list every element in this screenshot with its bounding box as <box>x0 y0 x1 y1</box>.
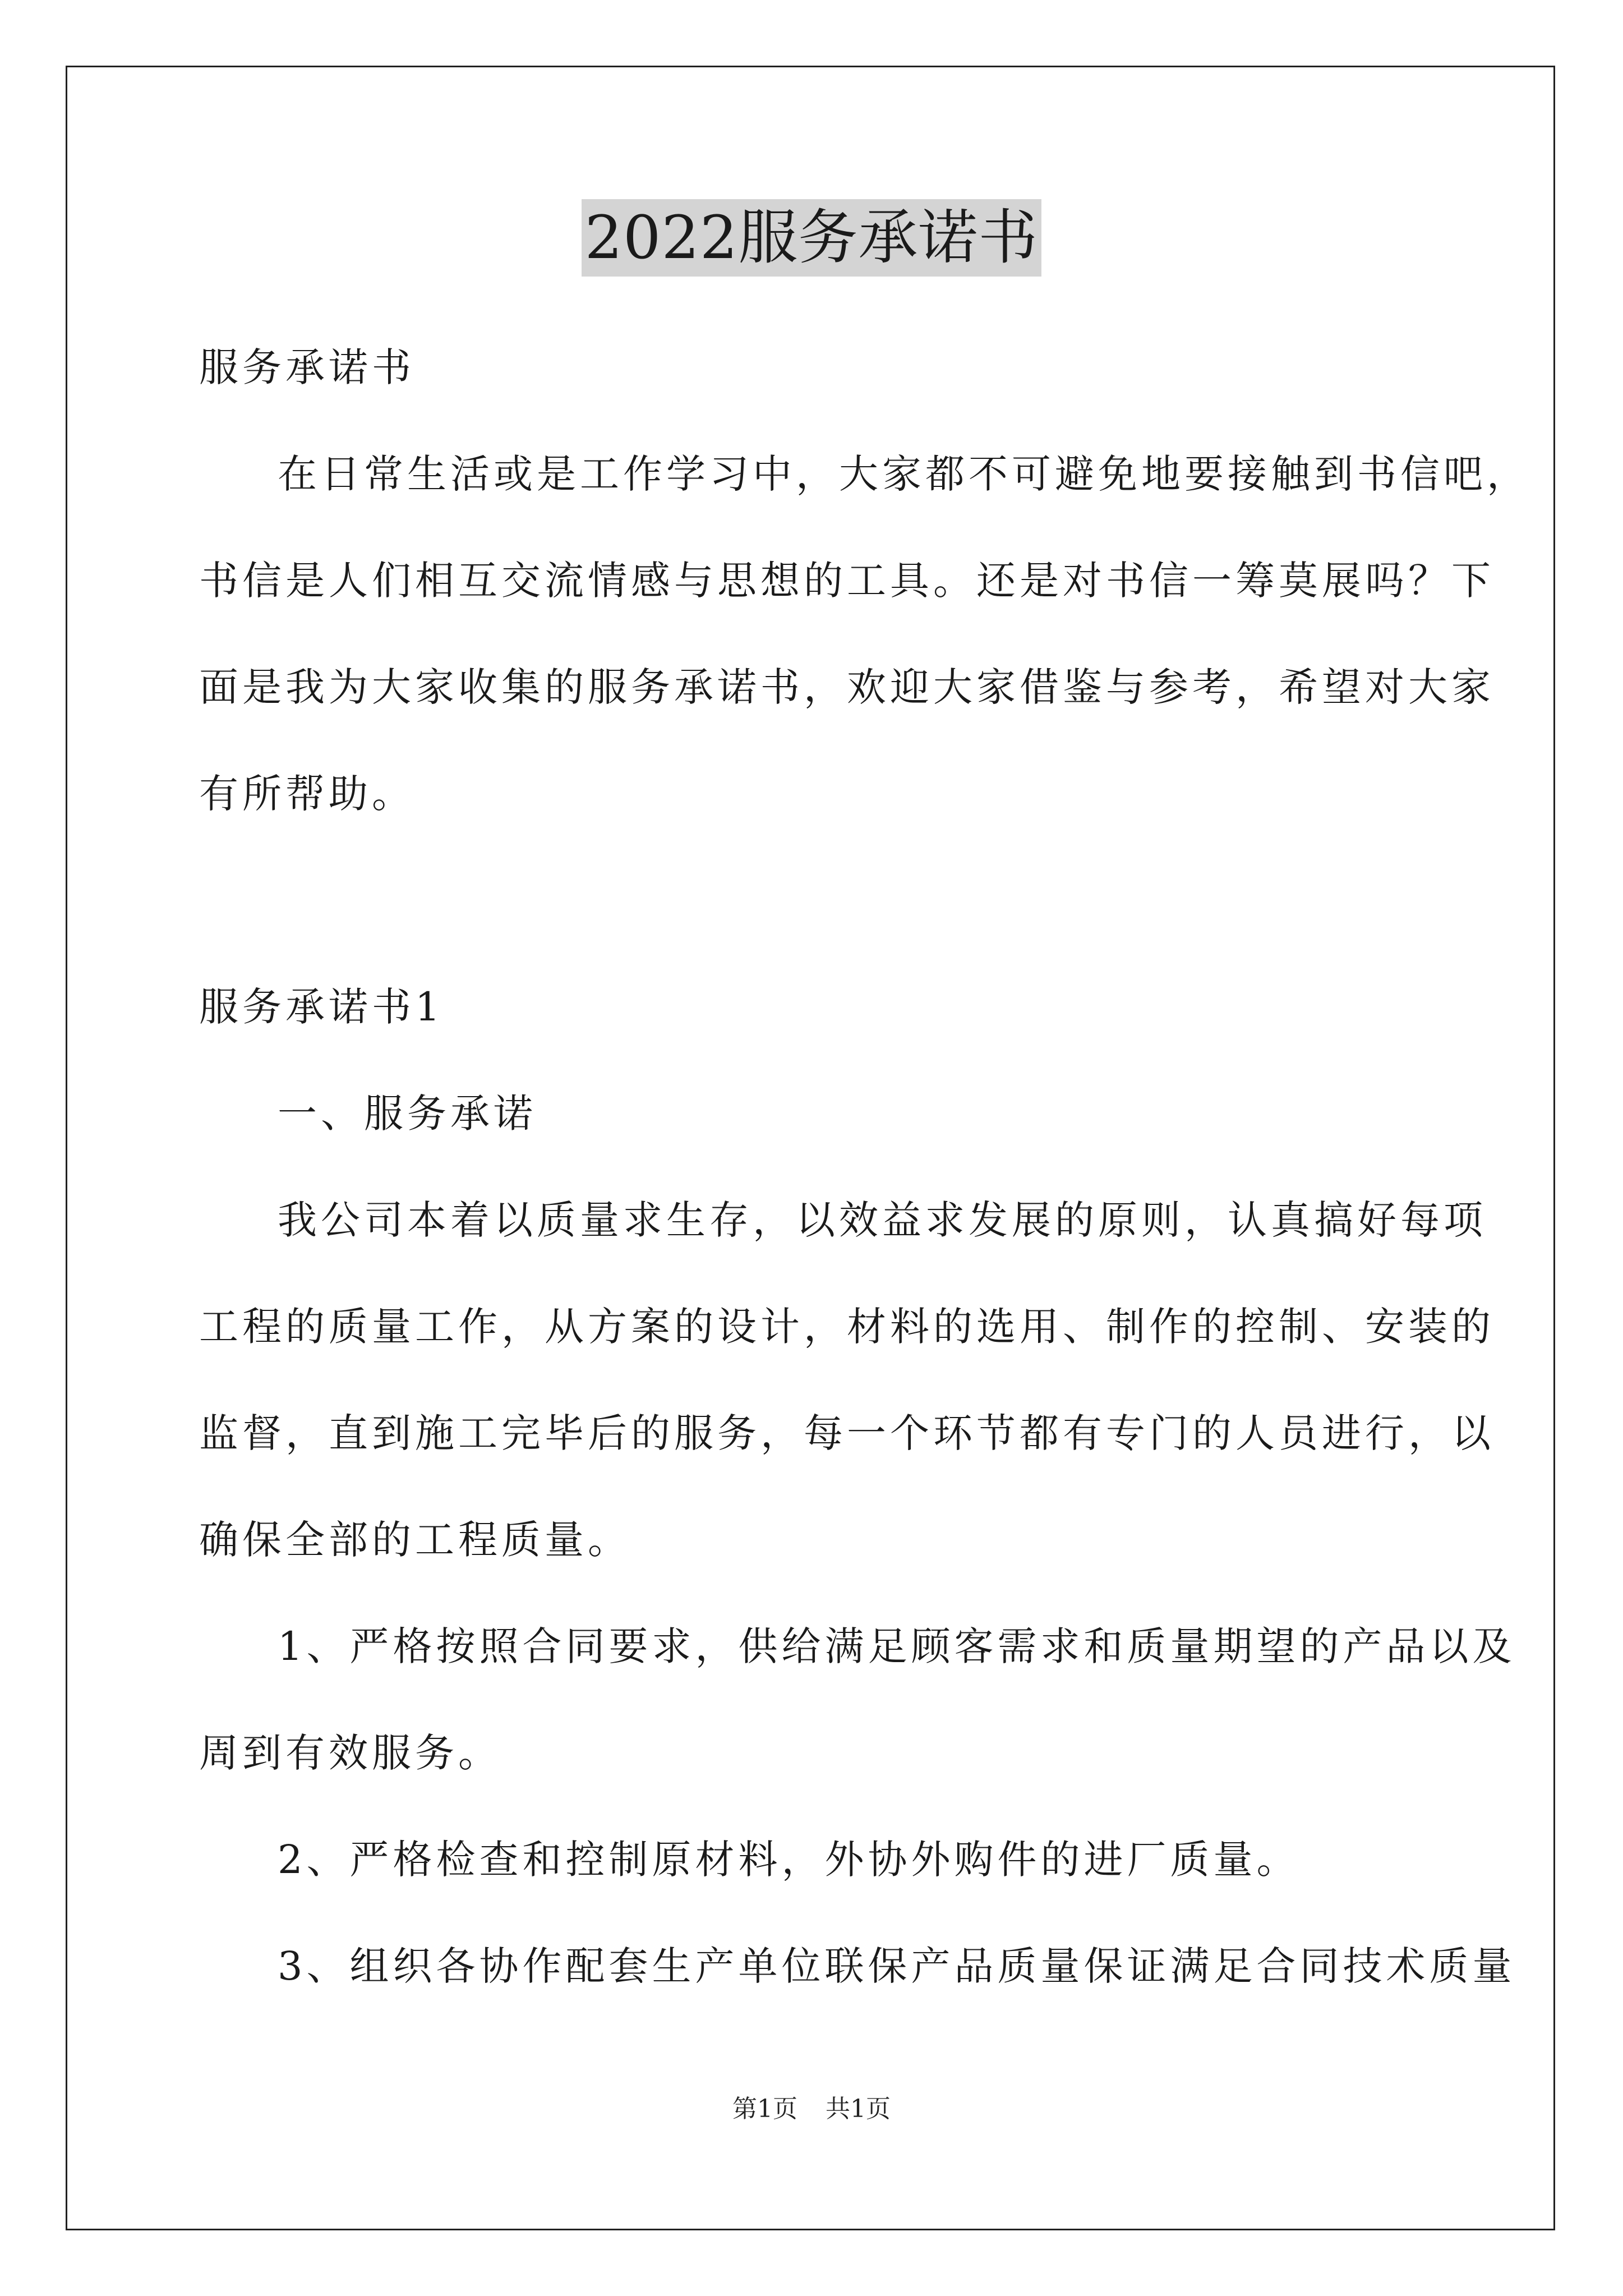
paragraph-line: 在日常生活或是工作学习中，大家都不可避免地要接触到书信吧， <box>278 451 1530 497</box>
page-number-total: 共1页 <box>826 2095 891 2123</box>
list-item: 2、严格检查和控制原材料，外协外购件的进厂质量。 <box>278 1837 1300 1883</box>
paragraph-line: 有所帮助。 <box>199 771 415 817</box>
document-body <box>199 314 1530 2019</box>
paragraph-line: 监督，直到施工完毕后的服务，每一个环节都有专门的人员进行，以 <box>199 1410 1495 1456</box>
subsection-heading: 一、服务承诺 <box>278 1091 537 1137</box>
section-heading: 服务承诺书1 <box>199 984 444 1030</box>
document-title: 2022服务承诺书 <box>582 199 1042 277</box>
paragraph-line: 确保全部的工程质量。 <box>199 1517 631 1563</box>
paragraph-line: 面是我为大家收集的服务承诺书，欢迎大家借鉴与参考，希望对大家 <box>199 664 1495 710</box>
section-heading: 服务承诺书 <box>199 344 415 390</box>
title-container <box>0 199 1623 277</box>
paragraph-line: 书信是人们相互交流情感与思想的工具。还是对书信一筹莫展吗？下 <box>199 558 1495 604</box>
page-footer <box>0 2092 1623 2126</box>
list-item: 3、组织各协作配套生产单位联保产品质量保证满足合同技术质量 <box>278 1943 1516 1989</box>
paragraph-line: 我公司本着以质量求生存，以效益求发展的原则，认真搞好每项 <box>278 1197 1487 1243</box>
paragraph-line: 周到有效服务。 <box>199 1730 501 1776</box>
list-item: 1、严格按照合同要求，供给满足顾客需求和质量期望的产品以及 <box>278 1623 1516 1669</box>
page-number-current: 第1页 <box>732 2095 797 2123</box>
paragraph-line: 工程的质量工作，从方案的设计，材料的选用、制作的控制、安装的 <box>199 1304 1495 1350</box>
